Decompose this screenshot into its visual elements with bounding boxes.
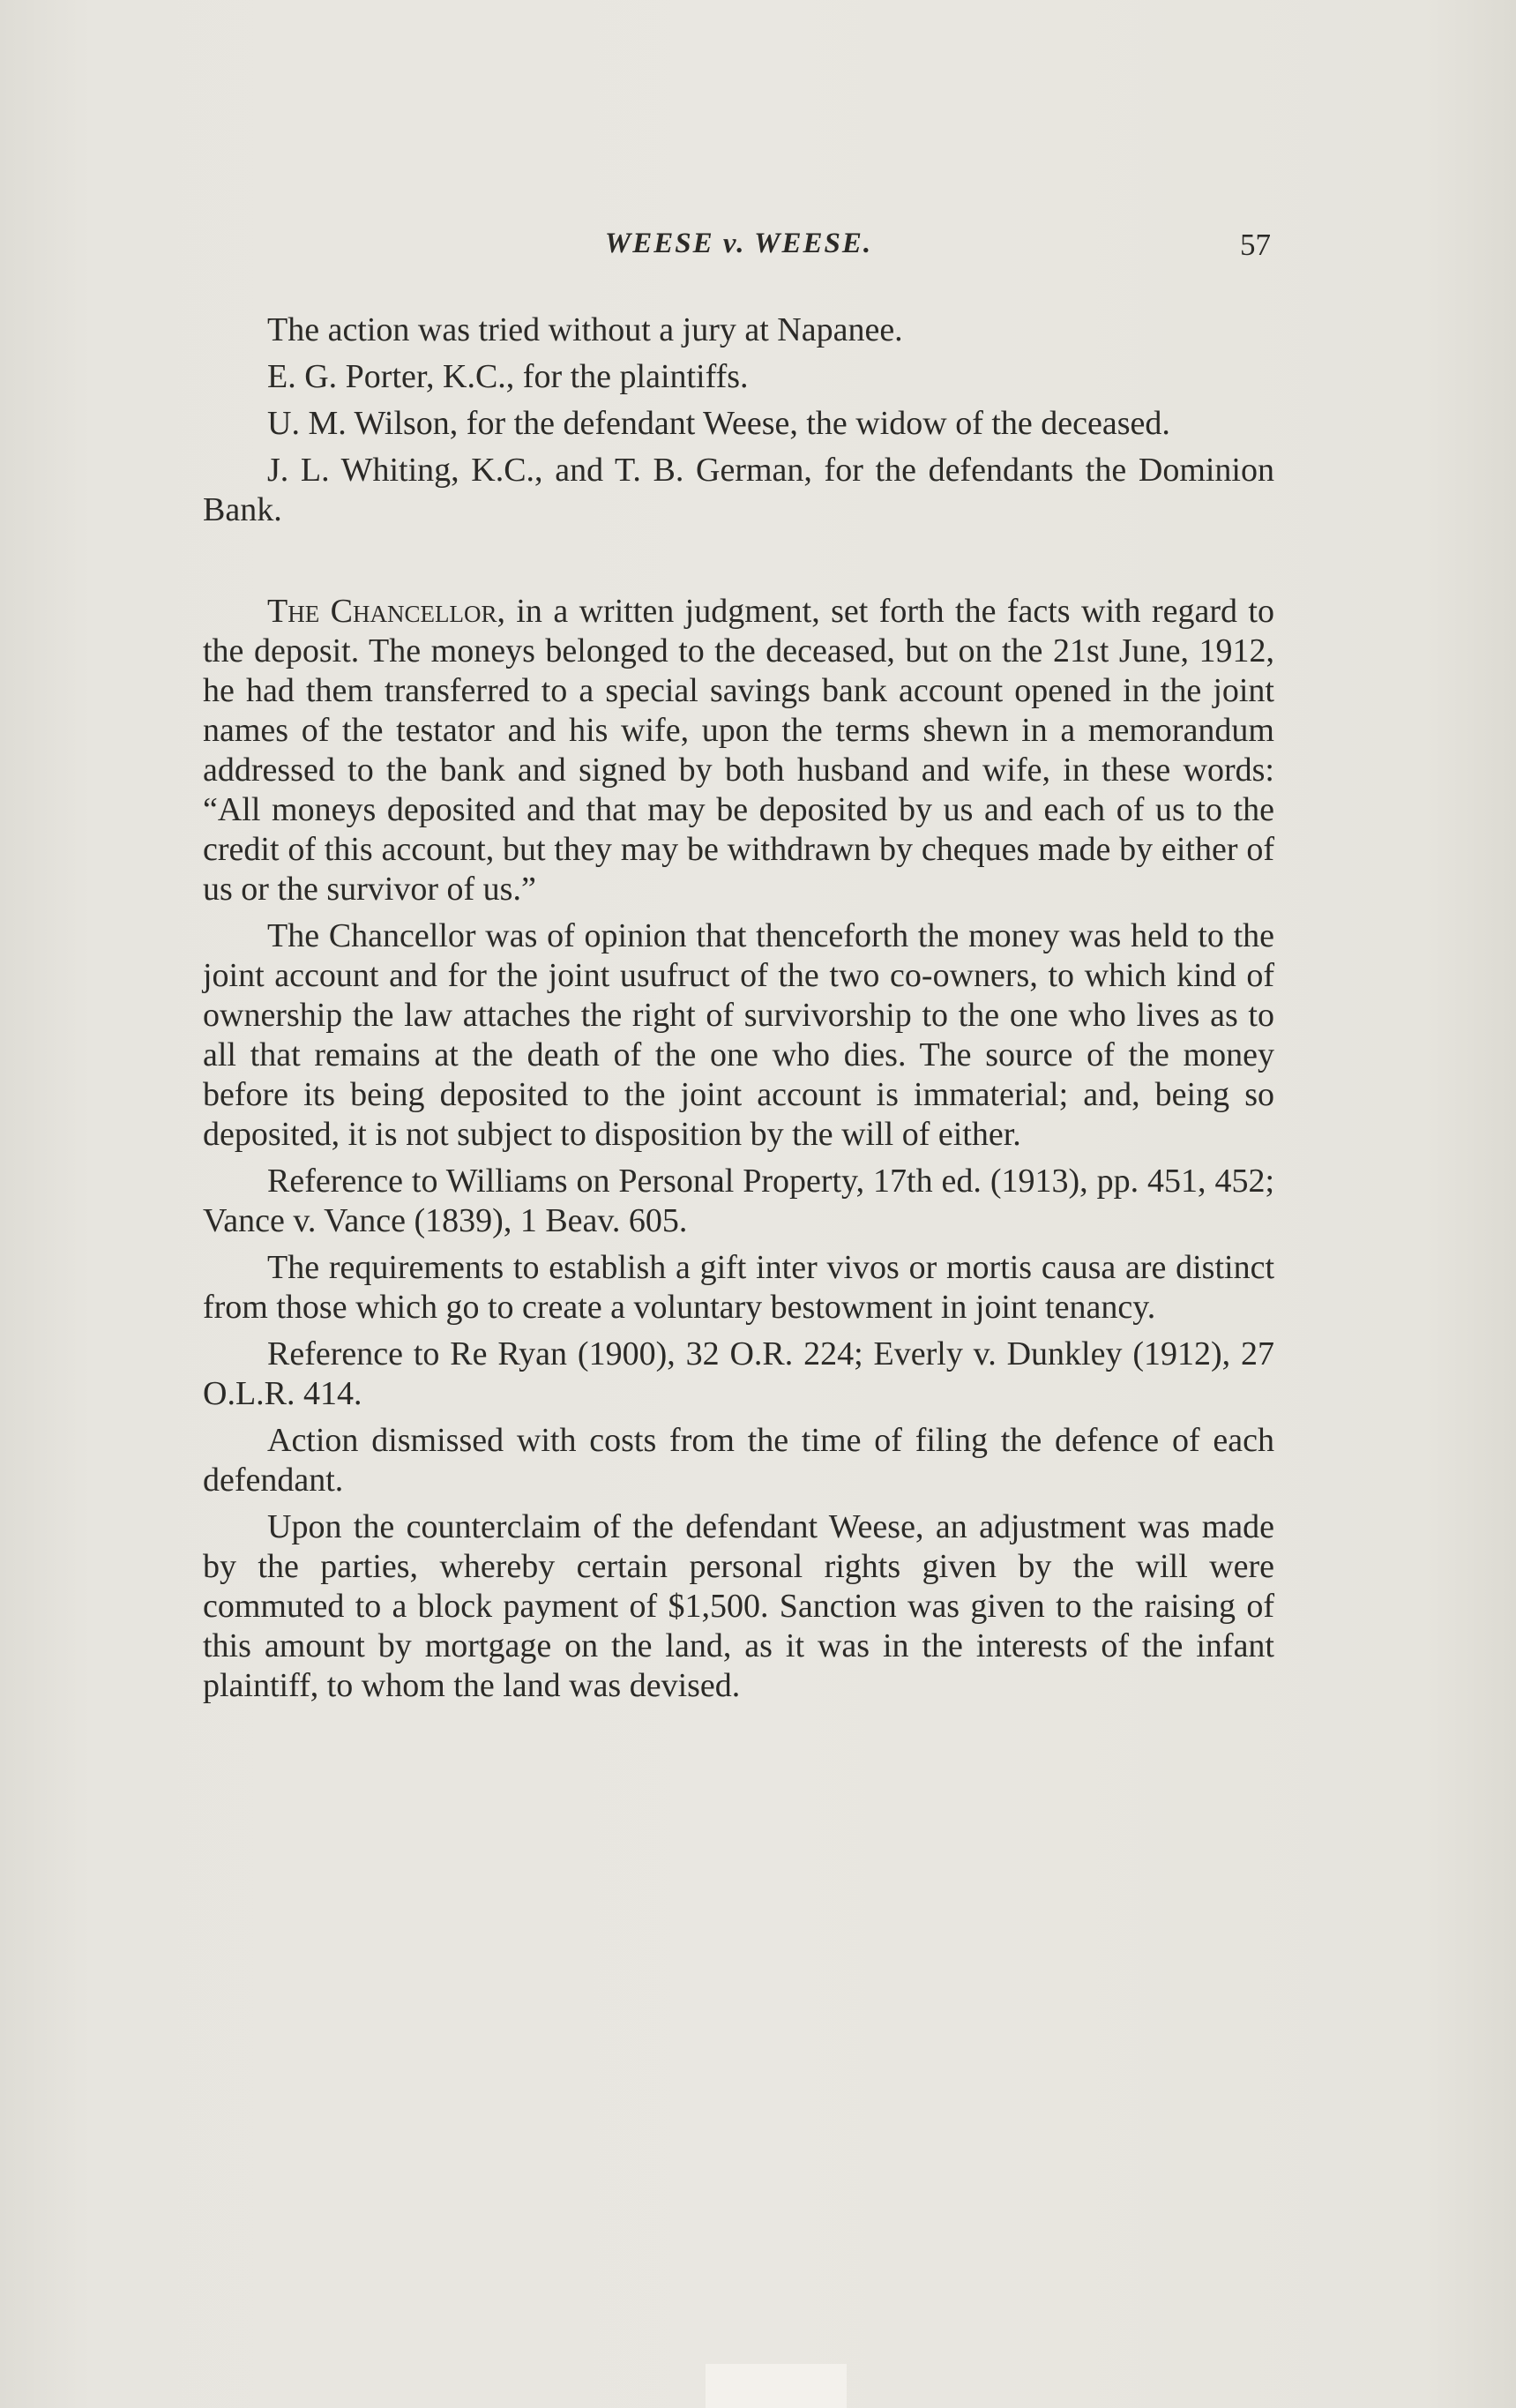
paragraph-4: J. L. Whiting, K.C., and T. B. German, for the defendants the Dominion Bank.: [203, 452, 1274, 528]
paragraph-5-rest: , in a written judgment, set forth the facts with regard to the deposit. The moneys belonged to the deceased, but on the 21st June, 1912, he had them transferred to a special savings bank account opened in the joint names of the testator and his wife, upon the terms shewn in a memorandum addressed to the bank and signed by both husband and wife, in these words: “All moneys deposited and that may be deposited by us and each of us to the credit of this account, but they may be withdrawn by cheques made by either of us or the survivor of us.”: [203, 593, 1274, 908]
paragraph-10: Action dismissed with costs from the time of filing the defence of each defendant.: [203, 1422, 1274, 1499]
paragraph-8: The requirements to establish a gift inter vivos or mortis causa are distinct from those which go to create a voluntary bestowment in joint tenancy.: [203, 1249, 1274, 1326]
paragraph-2: E. G. Porter, K.C., for the plaintiffs.: [267, 358, 749, 395]
body-text: [203, 310, 1274, 1713]
page-number: 57: [1240, 228, 1271, 262]
paragraph-3: U. M. Wilson, for the defendant Weese, the widow of the deceased.: [267, 405, 1170, 442]
chancellor-smallcaps: The Chancellor: [267, 593, 497, 630]
running-head: WEESE v. WEESE.: [604, 228, 873, 259]
page-header: [203, 228, 1274, 280]
paragraph-7: Reference to Williams on Personal Property, 17th ed. (1913), pp. 451, 452; Vance v. Vance (1839), 1 Beav. 605.: [203, 1163, 1274, 1239]
paragraph-6: The Chancellor was of opinion that thenceforth the money was held to the joint account and for the joint usufruct of the two co-owners, to which kind of ownership the law attaches the right of survivorship to the one who lives as to all that remains at the death of the one who dies. The source of the money before its being deposited to the joint account is immaterial; and, being so deposited, it is not subject to disposition by the will of either.: [203, 917, 1274, 1153]
paragraph-1: The action was tried without a jury at Napanee.: [267, 311, 903, 348]
paragraph-5: [203, 592, 1274, 909]
paper-smudge: [706, 2364, 847, 2408]
paragraph-11: Upon the counterclaim of the defendant Weese, an adjustment was made by the parties, whereby certain personal rights given by the will were commuted to a block payment of $1,500. Sanction was given to the raising of this amount by mortgage on the land, as it was in the interests of the infant plaintiff, to whom the land was devised.: [203, 1508, 1274, 1704]
paragraph-9: Reference to Re Ryan (1900), 32 O.R. 224; Everly v. Dunkley (1912), 27 O.L.R. 414.: [203, 1335, 1274, 1412]
